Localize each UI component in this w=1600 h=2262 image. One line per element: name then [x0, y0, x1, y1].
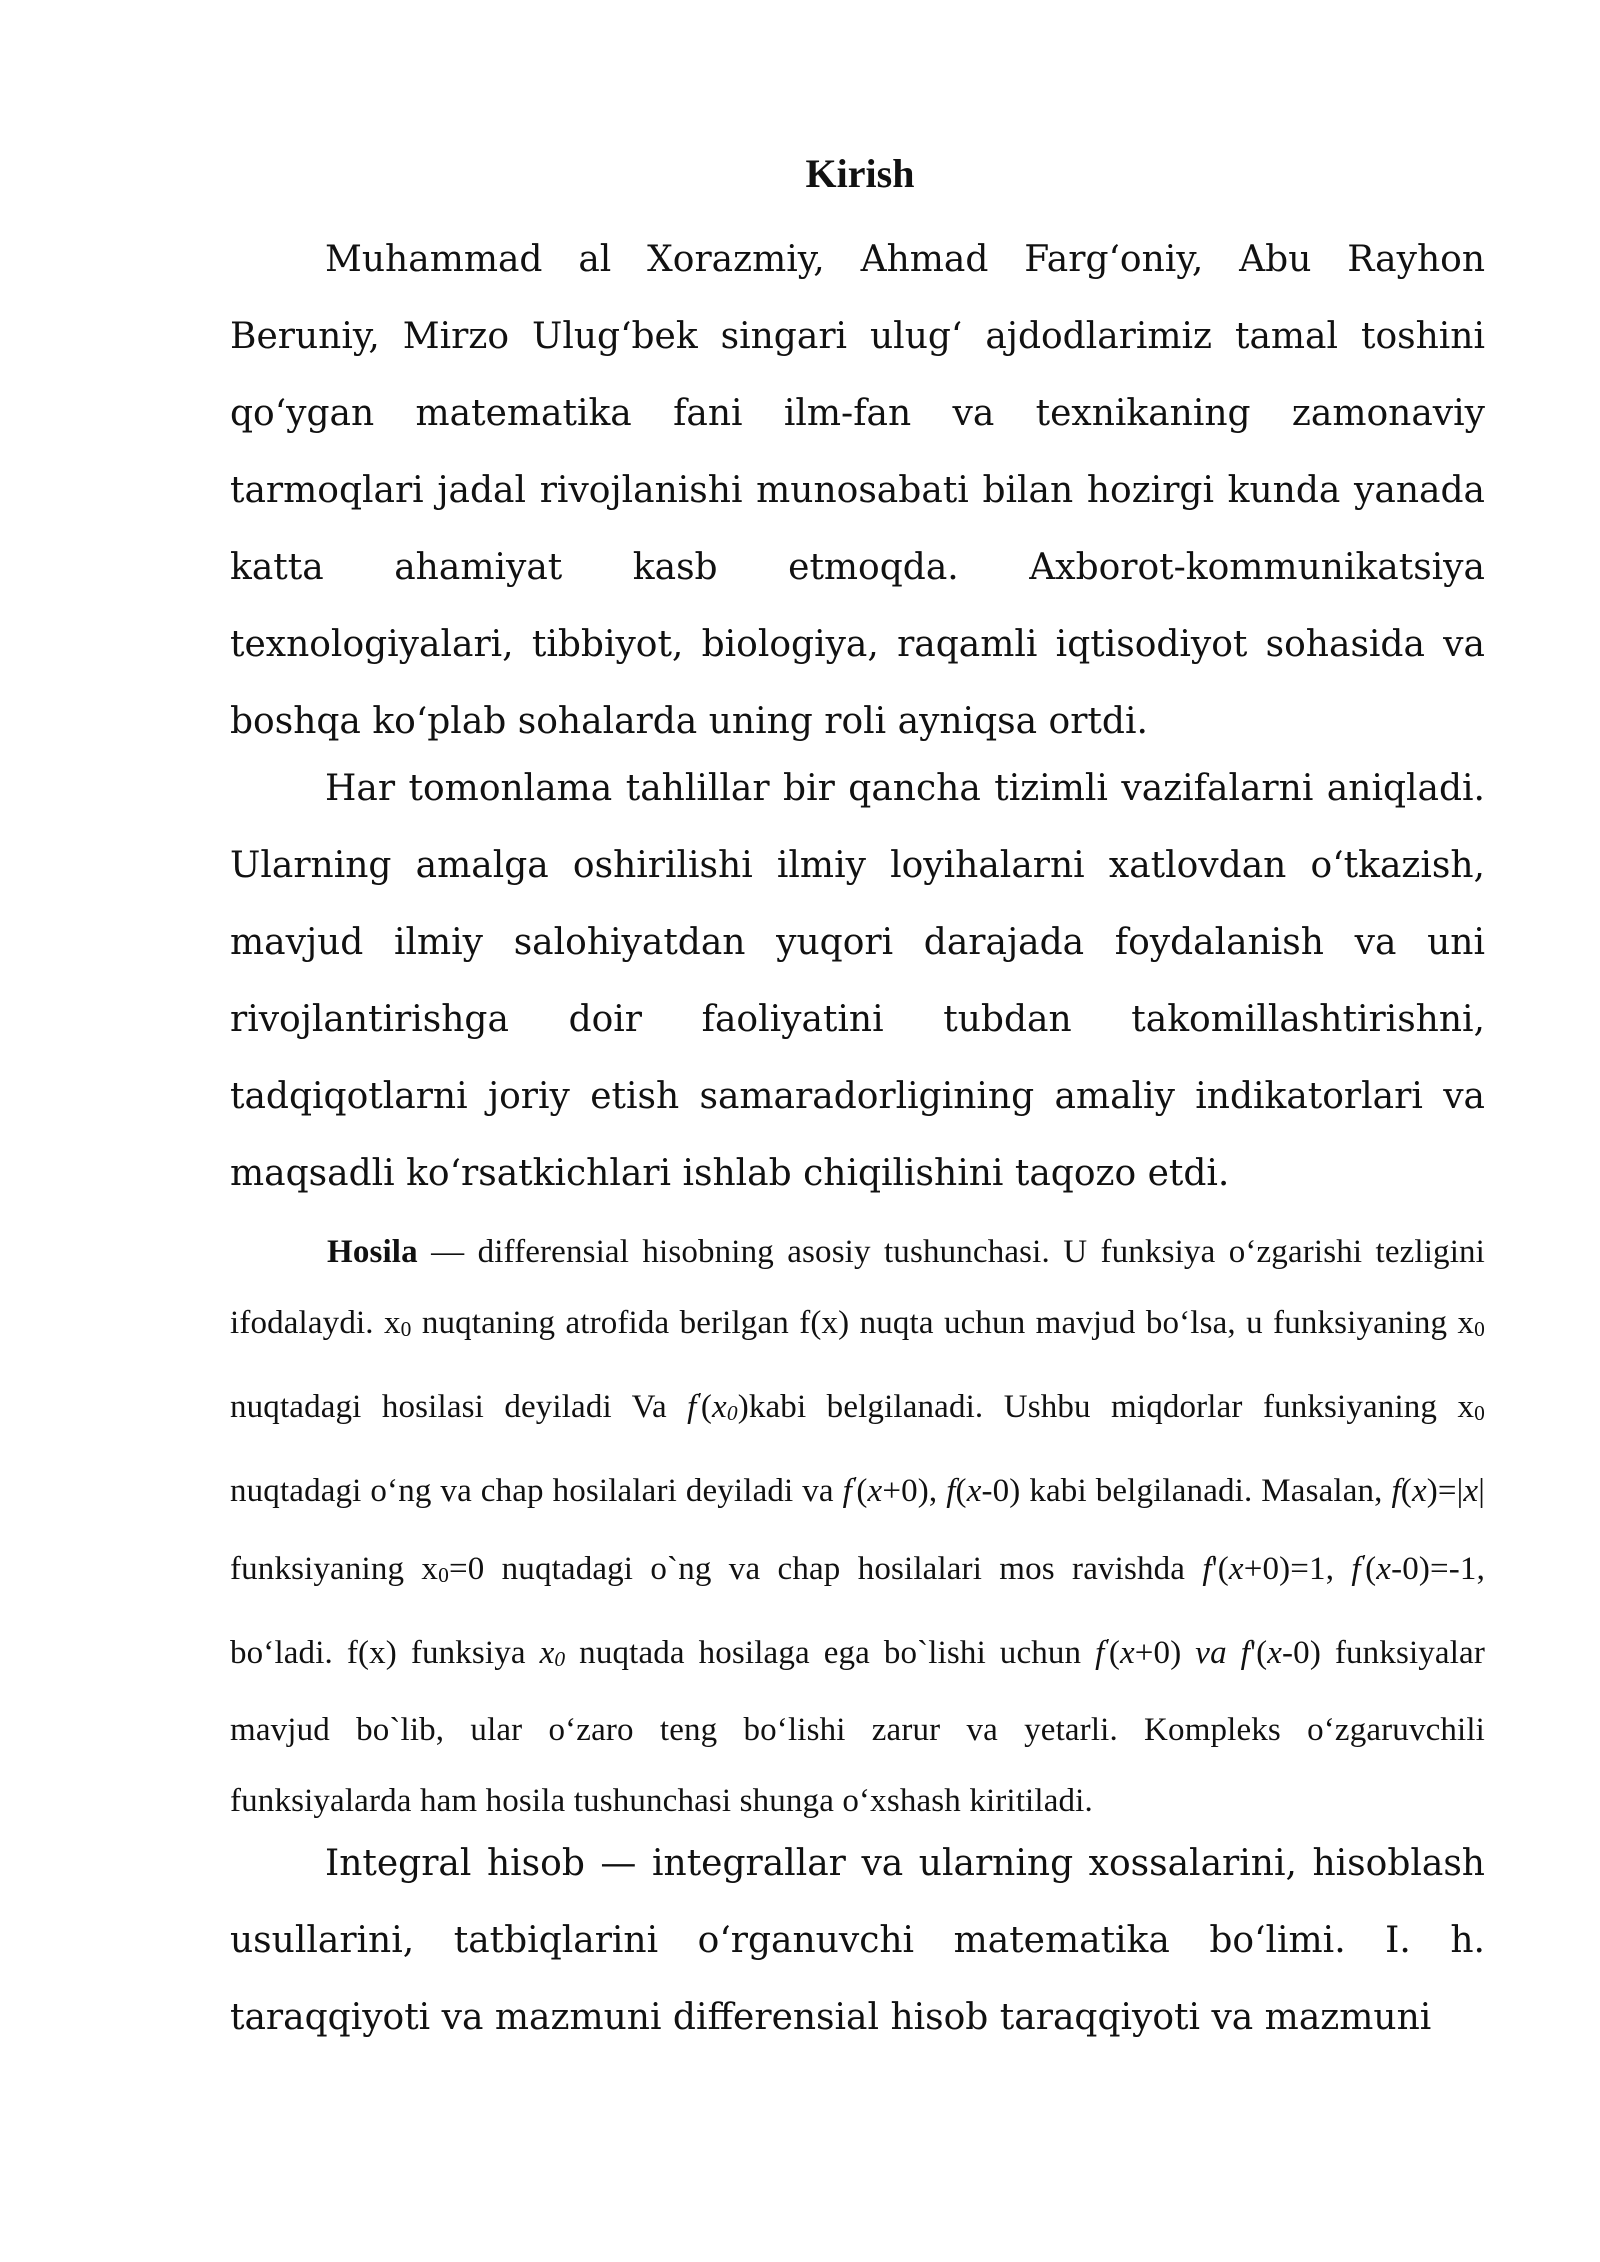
- formula-left-derivative: f'(x-0)=-1,: [1351, 1551, 1485, 1588]
- formula-f-x-abs: f(x)=|x|: [1391, 1473, 1485, 1510]
- formula-right-derivative: f'(x+0)=1,: [1202, 1551, 1335, 1588]
- formula-f-prime-x-plus-0: f'(x+0),: [842, 1473, 938, 1510]
- paragraph-integral-text: Integral hisob — integrallar va ularning xossalarini, hisoblash usullarini, tatbiqlarini o‘rganuvchi matematika bo‘limi. I. h. taraqqiyoti va mazmuni differensial hisob taraqqiyoti va mazmuni: [230, 1843, 1485, 2038]
- paragraph-integral: [230, 1825, 1485, 2056]
- page-title: Kirish: [805, 151, 915, 196]
- paragraph-intro: [230, 221, 1485, 760]
- formula-f-prime-x0: f'(x0): [687, 1389, 749, 1426]
- formula-x0: x0: [539, 1635, 566, 1672]
- term-hosila: Hosila: [327, 1234, 418, 1270]
- paragraph-intro-text: Muhammad al Xorazmiy, Ahmad Farg‘oniy, Abu Rayhon Beruniy, Mirzo Ulug‘bek singari ulug‘ ajdodlarimiz tamal toshini qo‘ygan matematika fani ilm-fan va texnikaning zamonaviy tarmoqlari jadal rivojlanishi munosabati bilan hozirgi kunda yanada katta ahamiyat kasb etmoqda. Axborot-kommunikatsiya texnologiyalari, tibbiyot, biologiya, raqamli iqtisodiyot sohasida va boshqa ko‘plab sohalarda uning roli ayniqsa ortdi.: [230, 239, 1485, 742]
- paragraph-analysis-text: Har tomonlama tahlillar bir qancha tizimli vazifalarni aniqladi. Ularning amalga oshirilishi ilmiy loyihalarni xatlovdan o‘tkazish, mavjud ilmiy salohiyatdan yuqori darajada foydalanish va uni rivojlantirishga doir faoliyatini tubdan takomillashtirishni, tadqiqotlarni joriy etish samaradorligining amaliy indikatorlari va maqsadli ko‘rsatkichlari ishlab chiqilishini taqozo etdi.: [230, 768, 1485, 1194]
- formula-f-x-minus-0: f(x-0): [946, 1473, 1021, 1510]
- paragraph-analysis: [230, 750, 1485, 1212]
- formula-one-sided-derivatives: f'(x+0) va f'(x-0): [1095, 1635, 1321, 1672]
- paragraph-hosila: Hosila — differensial hisobning asosiy tushunchasi. U funksiya o‘zgarishi tezligini ifodalaydi. x0 nuqtaning atrofida berilgan f(x) nuqta uchun mavjud bo‘lsa, u funksiyaning x0 nuqtadagi hosilasi deyiladi Va f'(x0)kabi belgilanadi. Ushbu miqdorlar funksiyaning x0 nuqtadagi o‘ng va chap hosilalari deyiladi va f'(x+0), f(x-0) kabi belgilanadi. Masalan, f(x)=|x| funksiyaning x0=0 nuqtadagi o`ng va chap hosilalari mos ravishda f'(x+0)=1, f'(x-0)=-1, bo‘ladi. f(x) funksiya x0 nuqtada hosilaga ega bo`lishi uchun f'(x+0) va f'(x-0) funksiyalar mavjud bo`lib, ular o‘zaro teng bo‘lishi zarur va yetarli. Kompleks o‘zgaruvchili funksiyalarda ham hosila tushunchasi shunga o‘xshash kiritiladi.: [230, 1234, 1485, 1820]
